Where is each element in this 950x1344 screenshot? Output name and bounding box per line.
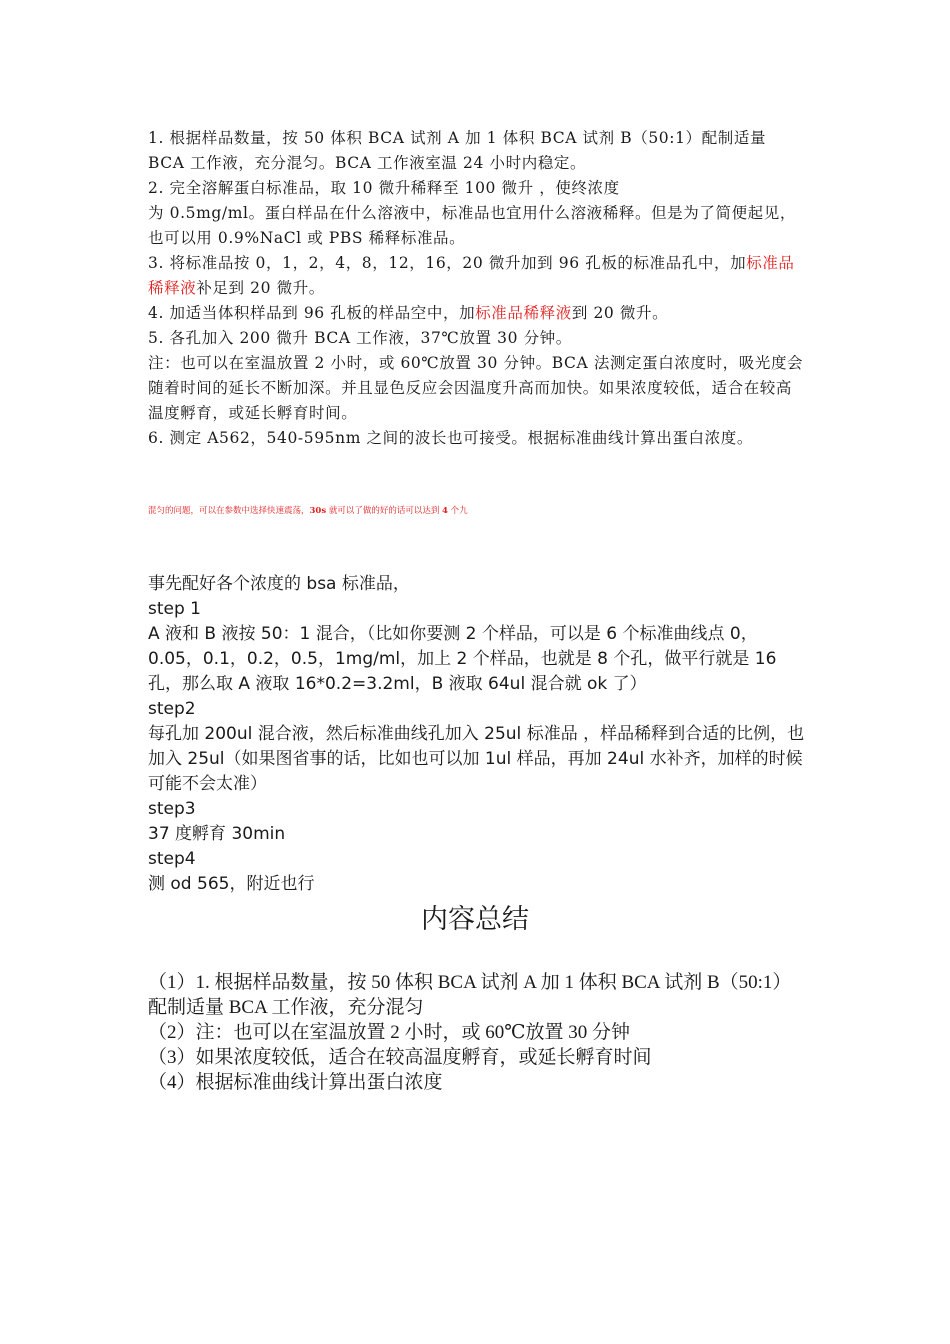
summary-item: （2）注：也可以在室温放置 2 小时，或 60℃放置 30 分钟	[148, 1022, 631, 1043]
protocol-item-6: 6. 测定 A562，540-595nm 之间的波长也可接受。根据标准曲线计算出蛋白浓度。	[148, 429, 753, 447]
mixing-note-bold-2: 4	[442, 506, 448, 516]
step-4-text: 测 od 565，附近也行	[148, 874, 315, 894]
protocol-note: 注：也可以在室温放置 2 小时，或 60℃放置 30 分钟。BCA 法测定蛋白浓度时，吸光度会随着时间的延长不断加深。并且显色反应会因温度升高而加快。如果浓度较低，适合在较高温度孵育，或延长孵育时间。	[148, 354, 804, 422]
protocol-item-3	[148, 251, 808, 301]
steps-intro: 事先配好各个浓度的 bsa 标准品，	[148, 574, 410, 594]
protocol-item-2-line-1: 2. 完全溶解蛋白标准品，取 10 微升稀释至 100 微升 ，使终浓度	[148, 179, 620, 197]
mixing-note-bold-1: 30s	[309, 506, 327, 516]
mixing-note-text-2: 就可以了做的好的话可以达到	[326, 506, 443, 516]
mixing-note-text-1: 混匀的问题，可以在参数中选择快速震荡，	[148, 506, 310, 516]
protocol-item-1: 1. 根据样品数量，按 50 体积 BCA 试剂 A 加 1 体积 BCA 试剂 B（50:1）配制适量 BCA 工作液，充分混匀。BCA 工作液室温 24 小时内稳定。	[148, 129, 767, 172]
protocol-item-2-line-2: 为 0.5mg/ml。蛋白样品在什么溶液中，标准品也宜用什么溶液稀释。但是为了简便起见，也可以用 0.9%NaCl 或 PBS 稀释标准品。	[148, 204, 796, 247]
step-3-label: step3	[148, 799, 196, 819]
step-2-text: 每孔加 200ul 混合液，然后标准曲线孔加入 25ul 标准品 ，样品稀释到合适的比例，也加入 25ul（如果图省事的话，比如也可以加 1ul 样品，再加 24ul 水补齐，加样的时候可能不会太准）	[148, 724, 805, 794]
mixing-note-text-3: 个九	[447, 506, 468, 516]
step-4-label: step4	[148, 849, 196, 869]
protocol-item-5: 5. 各孔加入 200 微升 BCA 工作液，37℃放置 30 分钟。	[148, 329, 572, 347]
steps-section	[148, 572, 808, 897]
summary-item: （4）根据标准曲线计算出蛋白浓度	[148, 1072, 443, 1093]
highlight-diluent: 标准品稀释液	[148, 254, 795, 297]
protocol-section	[148, 126, 808, 451]
summary-title: 内容总结	[421, 904, 529, 935]
summary-item: （1）1. 根据样品数量，按 50 体积 BCA 试剂 A 加 1 体积 BCA 试剂 B（50:1）配制适量 BCA 工作液，充分混匀	[148, 972, 792, 1018]
protocol-item-4	[148, 301, 808, 326]
protocol-item-4-text-a: 4. 加适当体积样品到 96 孔板的样品空中，加	[148, 304, 476, 322]
summary-section	[148, 970, 808, 1095]
step-1-text: A 液和 B 液按 50：1 混合，（比如你要测 2 个样品，可以是 6 个标准曲线点 0，0.05，0.1，0.2，0.5，1mg/ml，加上 2 个样品，也就是 8 个孔，做平行就是 16 孔，那么取 A 液取 16*0.2=3.2ml，B 液取 64ul 混合就 ok 了）	[148, 624, 777, 694]
protocol-item-4-text-b: 到 20 微升。	[571, 304, 669, 322]
step-2-label: step2	[148, 699, 196, 719]
highlight-diluent: 标准品稀释液	[475, 304, 572, 322]
step-1-label: step 1	[148, 599, 201, 619]
summary-item: （3）如果浓度较低，适合在较高温度孵育，或延长孵育时间	[148, 1047, 652, 1068]
protocol-item-3-text-b: 补足到 20 微升。	[196, 279, 325, 297]
protocol-item-3-text-a: 3. 将标准品按 0，1，2，4，8，12，16，20 微升加到 96 孔板的标准品孔中，加	[148, 254, 747, 272]
mixing-note	[148, 505, 848, 517]
step-3-text: 37 度孵育 30min	[148, 824, 286, 844]
